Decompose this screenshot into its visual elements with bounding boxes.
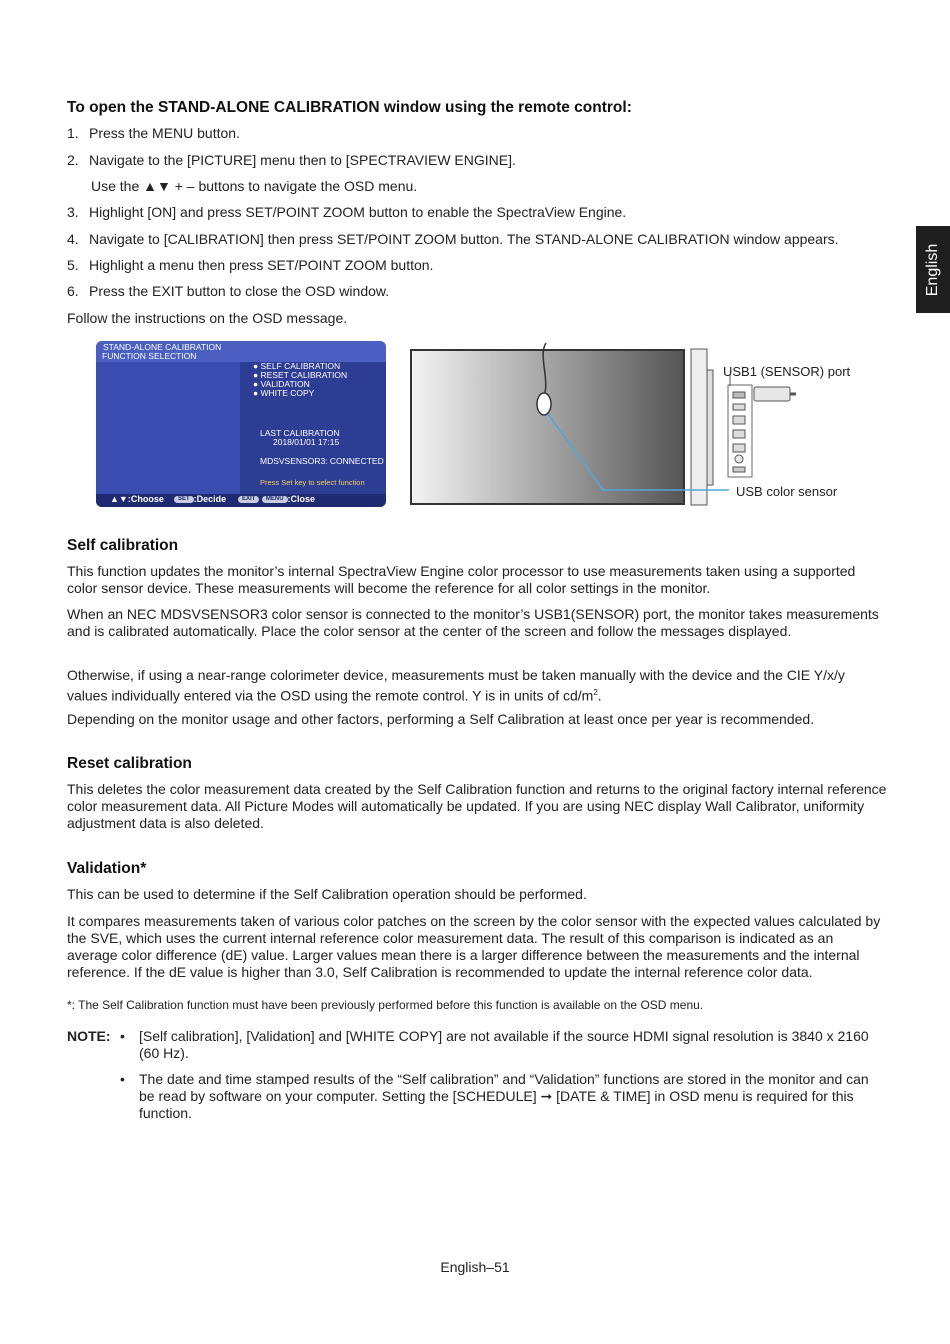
bullet-dot: •: [120, 1028, 125, 1044]
reset-cal-p1: This deletes the color measurement data created by the Self Calibration function and returns to the original factory internal reference color measurement data. All Picture Modes will automatically be updated. If you are using NEC display Wall Calibrator, uniformity adjustment data is also deleted.: [67, 781, 887, 831]
osd-menu-self-cal: ● SELF CALIBRATION: [253, 361, 341, 371]
step-2-note: Use the ▲▼ + – buttons to navigate the OSD menu.: [91, 178, 418, 194]
step-6: 6. Press the EXIT button to close the OSD window.: [67, 283, 390, 299]
validation-p2: It compares measurements taken of various color patches on the screen by the color sensor with the expected values calculated by the SVE, which uses the current internal reference color measurement data. The result of this comparison is indicated as an average color difference (dE) value. Larger values mean there is a larger difference between the measurements and the internal reference. If the dE value is higher than 3.0, Self Calibration is recommended to update the internal reference color data.: [67, 913, 881, 980]
usb-cable-plug: [754, 387, 790, 401]
validation-footnote: *: The Self Calibration function must have been previously performed before this function is available on the OSD menu.: [67, 998, 704, 1012]
osd-calibration-window: [96, 341, 386, 507]
step-5: 5. Highlight a menu then press SET/POINT ZOOM button.: [67, 257, 434, 273]
osd-hint: Press Set key to select function: [260, 478, 365, 487]
self-cal-p2: When an NEC MDSVSENSOR3 color sensor is connected to the monitor’s USB1(SENSOR) port, the monitor takes measurements and is calibrated automatically. Place the color sensor at the center of the screen and follow the messages displayed.: [67, 606, 879, 639]
step-1: 1. Press the MENU button.: [67, 125, 240, 141]
usb-sensor-label: USB color sensor: [736, 484, 838, 499]
self-cal-title: Self calibration: [67, 537, 179, 554]
bullet-dot: •: [120, 1071, 125, 1087]
note-bullet-2: The date and time stamped results of the “Self calibration” and “Validation” functions are stored in the monitor and can be read by software on your computer. Setting the [SCHEDULE] ➞ [DATE & TIME] in OSD menu is required for this function.: [139, 1071, 869, 1121]
osd-left-pane: [96, 362, 240, 494]
monitor-side-panel: [691, 349, 707, 505]
validation-p1: This can be used to determine if the Self Calibration operation should be performed.: [67, 886, 587, 902]
reset-cal-title: Reset calibration: [67, 755, 192, 772]
usb-port-label: USB1 (SENSOR) port: [723, 364, 851, 379]
exit-key-icon: EXIT: [238, 496, 259, 503]
osd-subtitle: FUNCTION SELECTION: [102, 351, 197, 361]
osd-last-cal-value: 2018/01/01 17:15: [273, 437, 340, 447]
osd-last-cal-label: LAST CALIBRATION: [260, 428, 340, 438]
step-4: 4. Navigate to [CALIBRATION] then press SET/POINT ZOOM button. The STAND-ALONE CALIBRATION window appears.: [67, 231, 839, 247]
note-bullet-1: [Self calibration], [Validation] and [WHITE COPY] are not available if the source HDMI signal resolution is 3840 x 2160 (60 Hz).: [139, 1028, 869, 1061]
monitor-screen: [411, 350, 684, 504]
osd-menu-white-copy: ● WHITE COPY: [253, 388, 315, 398]
self-cal-p3: Otherwise, if using a near-range colorimeter device, measurements must be taken manually with the device and the CIE Y/x/y values individually entered via the OSD using the remote control. Y is in units of $cd/m^2$.: [67, 667, 845, 704]
self-cal-p4: Depending on the monitor usage and other factors, performing a Self Calibration at least once per year is recommended.: [67, 711, 815, 727]
menu-key-icon: MENU: [262, 496, 288, 503]
osd-menu-reset-cal: ● RESET CALIBRATION: [253, 370, 348, 380]
usb-port-icon: [733, 392, 745, 398]
osd-footer: ▲▼:Choose SET :Decide EXIT MENU :Close: [96, 494, 386, 507]
monitor-sensor-diagram: [410, 340, 870, 510]
usb-color-sensor-icon: [537, 393, 551, 415]
validation-title: Validation*: [67, 860, 147, 877]
up-down-icon: ▲▼: [110, 494, 128, 504]
page-number: English–51: [440, 1259, 510, 1275]
language-tab: English: [916, 226, 950, 313]
note-label: NOTE:: [67, 1028, 111, 1044]
osd-menu-validation: ● VALIDATION: [253, 379, 310, 389]
step-2: 2. Navigate to the [PICTURE] menu then to [SPECTRAVIEW ENGINE].: [67, 152, 516, 168]
step-3: 3. Highlight [ON] and press SET/POINT ZOOM button to enable the SpectraView Engine.: [67, 204, 627, 220]
set-key-icon: SET: [174, 496, 194, 503]
self-cal-p1: This function updates the monitor’s internal SpectraView Engine color processor to use measurements taken using a supported color sensor device. These measurements will become the reference for all color settings in the monitor.: [67, 563, 856, 596]
follow-text: Follow the instructions on the OSD message.: [67, 310, 348, 326]
remote-heading: To open the STAND-ALONE CALIBRATION window using the remote control:: [67, 99, 632, 116]
osd-title: STAND-ALONE CALIBRATION: [103, 342, 222, 352]
osd-sensor-status: MDSVSENSOR3: CONNECTED: [260, 456, 384, 466]
